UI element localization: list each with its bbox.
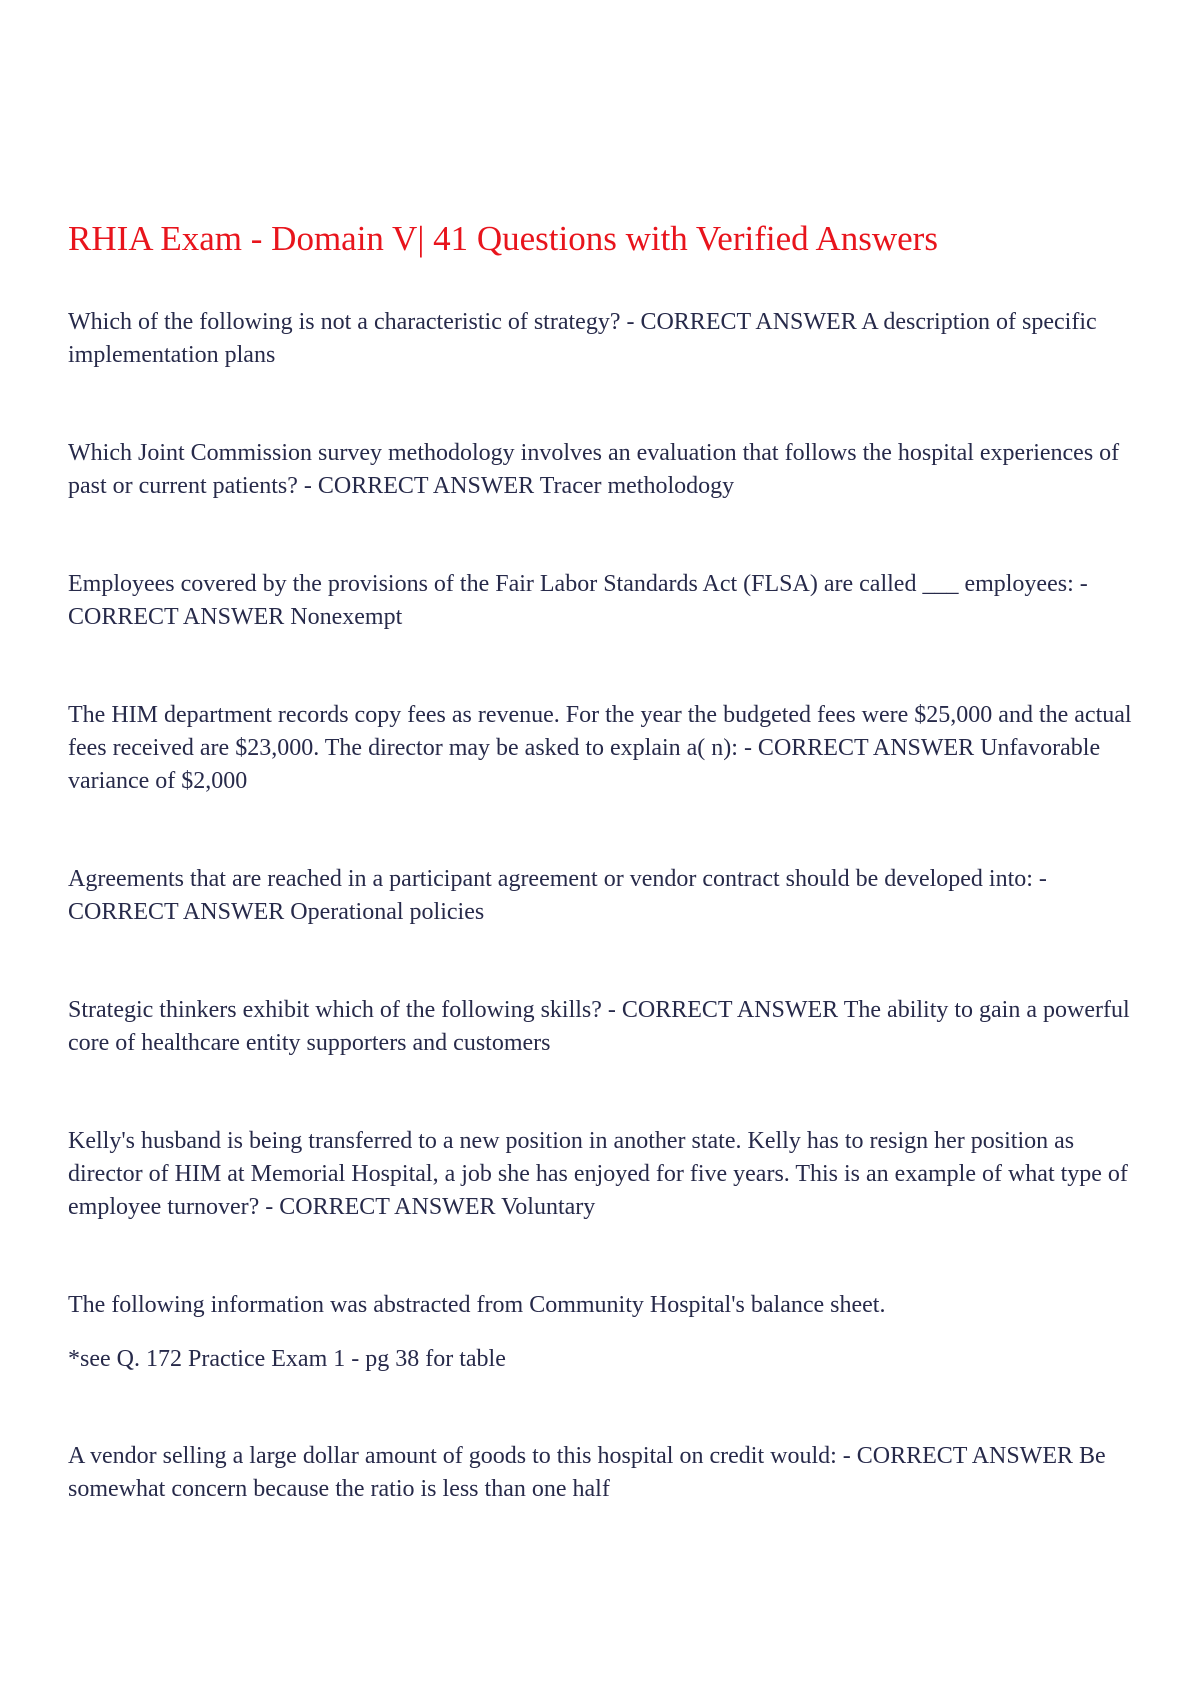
qa-item-7: Kelly's husband is being transferred to a new position in another state. Kelly has to resign her position as director of HIM at Memorial Hospital, a job she has enjoyed for five years. This is an example of what type of employee turnover? - CORRECT ANSWER Voluntary — [68, 1128, 1128, 1220]
document-title: RHIA Exam - Domain V| 41 Questions with Verified Answers — [68, 219, 938, 258]
qa-item-1: Which of the following is not a characteristic of strategy? - CORRECT ANSWER A description of specific implementation plans — [68, 309, 1097, 368]
qa-item-9: A vendor selling a large dollar amount of goods to this hospital on credit would: - CORRECT ANSWER Be somewhat concern because the ratio is less than one half — [68, 1443, 1106, 1502]
qa-item-3: Employees covered by the provisions of the Fair Labor Standards Act (FLSA) are called ___ employees: - CORRECT ANSWER Nonexempt — [68, 571, 1088, 630]
qa-item-6: Strategic thinkers exhibit which of the following skills? - CORRECT ANSWER The ability to gain a powerful core of healthcare entity supporters and customers — [68, 997, 1130, 1056]
qa-item-4: The HIM department records copy fees as revenue. For the year the budgeted fees were $25,000 and the actual fees received are $23,000. The director may be asked to explain a( n): - CORRECT ANSWER Unfavorable variance of $2,000 — [68, 702, 1132, 794]
table-reference-note: *see Q. 172 Practice Exam 1 - pg 38 for table — [68, 1346, 506, 1372]
qa-item-2: Which Joint Commission survey methodology involves an evaluation that follows the hospital experiences of past or current patients? - CORRECT ANSWER Tracer metholodogy — [68, 440, 1120, 499]
qa-item-5: Agreements that are reached in a participant agreement or vendor contract should be developed into: - CORRECT ANSWER Operational policies — [68, 866, 1047, 925]
qa-item-8: The following information was abstracted from Community Hospital's balance sheet. — [68, 1292, 886, 1318]
